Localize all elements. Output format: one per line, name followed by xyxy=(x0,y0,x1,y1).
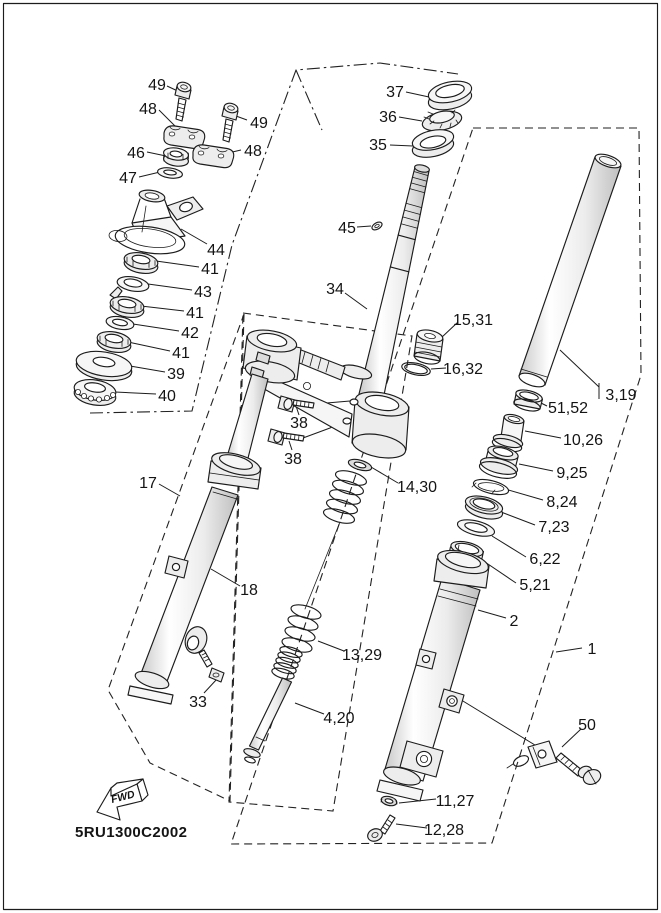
label-7-23: 7,23 xyxy=(538,519,570,536)
part-cap-bolt-15-31 xyxy=(413,328,444,366)
label-4-20: 4,20 xyxy=(323,710,355,727)
part-washer-45 xyxy=(371,220,384,231)
part-nut-46 xyxy=(163,146,189,167)
label-8-24: 8,24 xyxy=(546,494,578,511)
label-36: 36 xyxy=(379,109,397,126)
part-inner-tube-3-19 xyxy=(517,151,622,389)
label-35: 35 xyxy=(369,137,387,154)
label-3-19: 3,19 xyxy=(605,387,637,404)
part-lock-washer-43 xyxy=(110,274,150,299)
part-labels xyxy=(119,77,637,839)
part-washer-47 xyxy=(157,166,183,179)
label-42: 42 xyxy=(181,325,199,342)
part-rebound-spring-4-20 xyxy=(271,644,304,681)
label-43: 43 xyxy=(194,284,212,301)
part-race-35 xyxy=(410,126,455,160)
part-under-bracket-44 xyxy=(108,188,203,257)
label-41-a: 41 xyxy=(201,261,219,278)
label-40: 40 xyxy=(158,388,176,405)
label-37: 37 xyxy=(386,84,404,101)
part-bearing-40 xyxy=(73,377,118,408)
diagram-code: 5RU1300C2002 xyxy=(75,824,188,841)
label-5-21: 5,21 xyxy=(519,577,551,594)
label-14-30: 14,30 xyxy=(396,479,438,496)
label-9-25: 9,25 xyxy=(556,465,588,482)
label-39: 39 xyxy=(167,366,185,383)
pinch-bolt-hole-upper xyxy=(350,399,358,405)
label-33: 33 xyxy=(189,694,207,711)
part-damper-rod-4-20 xyxy=(243,678,292,764)
part-oil-seal-7-23 xyxy=(464,493,505,523)
part-bolt-33 xyxy=(199,650,224,682)
steering-group-boundary-spur xyxy=(296,70,322,130)
label-38-b: 38 xyxy=(284,451,302,468)
label-18: 18 xyxy=(240,582,258,599)
label-17: 17 xyxy=(139,475,157,492)
part-clip-8-24 xyxy=(472,476,510,497)
label-13-29: 13,29 xyxy=(341,647,383,664)
label-50: 50 xyxy=(578,717,596,734)
pinch-bolt-hole-lower xyxy=(343,418,351,424)
part-bushing-51-52 xyxy=(513,388,544,414)
fwd-arrow-label: FWD xyxy=(109,788,136,806)
part-bolt-49a xyxy=(175,81,192,121)
part-ring-nut-41c xyxy=(96,329,132,355)
label-11-27: 11,27 xyxy=(435,793,475,810)
label-45: 45 xyxy=(338,220,356,237)
part-left-fork-inner-tube xyxy=(226,374,268,466)
label-48-a: 48 xyxy=(139,101,157,118)
spring-center-line xyxy=(305,522,340,609)
part-washer-6-22 xyxy=(456,517,496,540)
label-41-c: 41 xyxy=(172,345,190,362)
label-2: 2 xyxy=(509,613,519,630)
part-bolt-49b xyxy=(222,102,239,142)
label-49-a: 49 xyxy=(148,77,166,94)
label-51-52: 51,52 xyxy=(547,400,589,417)
label-49-b: 49 xyxy=(250,115,268,132)
label-41-b: 41 xyxy=(186,305,204,322)
part-clamp-bolt-50 xyxy=(507,741,603,787)
part-fork-spring-upper-13-29 xyxy=(322,468,368,526)
part-bolt-12-28 xyxy=(366,815,395,843)
label-6-22: 6,22 xyxy=(529,551,561,568)
part-cover-39 xyxy=(74,348,133,384)
part-washer-11-27 xyxy=(380,795,398,807)
part-outer-tube-2 xyxy=(377,546,491,801)
label-15-31: 15,31 xyxy=(452,312,494,329)
label-10-26: 10,26 xyxy=(562,432,604,449)
part-race-37 xyxy=(426,78,473,114)
part-seal-spacer-9-25 xyxy=(478,443,520,481)
part-holder-48b xyxy=(193,145,234,168)
label-48-b: 48 xyxy=(244,143,262,160)
label-44: 44 xyxy=(207,242,225,259)
part-spring-seat-14-30 xyxy=(347,457,373,473)
label-38-a: 38 xyxy=(290,415,308,432)
label-12-28: 12,28 xyxy=(423,822,465,839)
label-47: 47 xyxy=(119,170,137,187)
page-border xyxy=(4,4,658,910)
label-1: 1 xyxy=(587,641,597,658)
fwd-arrow-icon xyxy=(97,779,148,820)
label-34: 34 xyxy=(326,281,344,298)
label-46: 46 xyxy=(127,145,145,162)
label-16-32: 16,32 xyxy=(442,361,484,378)
leader-lines xyxy=(115,86,599,828)
